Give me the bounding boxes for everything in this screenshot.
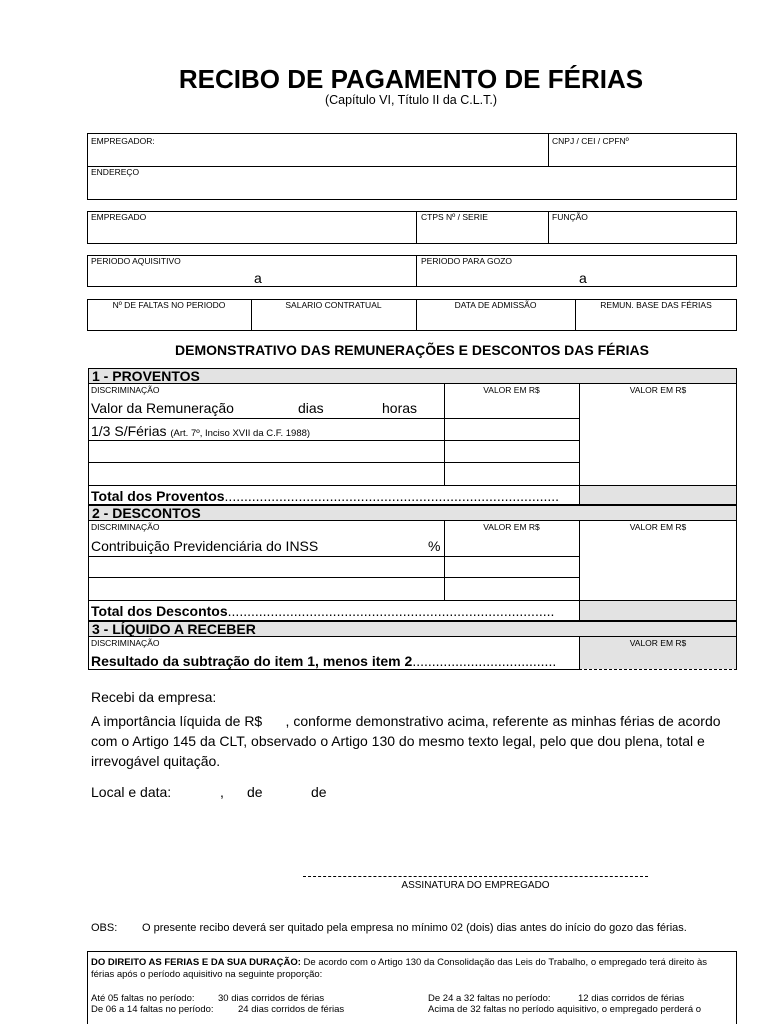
descontos-discriminacao: DISCRIMINAÇÃO (91, 522, 160, 532)
total-descontos (91, 603, 554, 619)
proventos-heading: 1 - PROVENTOS (88, 368, 737, 384)
direito-text: De acordo com o Artigo 130 da Consolidação das Leis do Trabalho, o empregado terá direito às férias após o período aquisitivo na seguinte proporção: (91, 957, 708, 980)
obs-text: O presente recibo deverá ser quitado pela empresa no mínimo 02 (dois) dias antes do início do gozo das férias. (142, 922, 687, 934)
dias-label: dias (298, 400, 324, 416)
signature-line (303, 876, 648, 877)
funcao-label: FUNÇÃO (552, 212, 588, 222)
cnpj-label: CNPJ / CEI / CPFNº (552, 136, 629, 146)
admissao-label: DATA DE ADMISSÃO (454, 300, 537, 310)
faltas-label: Nº DE FALTAS NO PERIODO (112, 300, 226, 310)
total-descontos-dots: .................................................................................... (227, 603, 555, 619)
salario-label: SALARIO CONTRATUAL (285, 300, 382, 310)
receipt-paragraph: A importância líquida de R$ , conforme demonstrativo acima, referente as minhas férias de acordo com o Artigo 145 da CLT, observado o Artigo 130 do mesmo texto legal, pelo que dou plena, total e irrevogável quitação. (91, 713, 725, 769)
direito-r2: Acima de 32 faltas no período aquisitivo, o empregado perderá o (428, 1004, 702, 1015)
recebi-label: Recebi da empresa: (91, 689, 217, 705)
total-proventos-label: Total dos Proventos (91, 488, 225, 504)
resultado (91, 653, 556, 669)
local-data-label: Local e data: (91, 784, 172, 800)
direito-l2a: De 06 a 14 faltas no período: (91, 1004, 214, 1015)
direito-bold: DO DIREITO AS FERIAS E DA SUA DURAÇÃO: (91, 957, 301, 968)
terco-ferias-note: (Art. 7º, Inciso XVII da C.F. 1988) (170, 428, 311, 439)
descontos-heading: 2 - DESCONTOS (88, 505, 737, 521)
liquido-discriminacao: DISCRIMINAÇÃO (91, 638, 160, 648)
demonstrativo-title: DEMONSTRATIVO DAS REMUNERAÇÕES E DESCONTOS DAS FÉRIAS (175, 342, 649, 358)
obs-label: OBS: (91, 922, 118, 934)
resultado-label: Resultado da subtração do item 1, menos item 2 (91, 653, 413, 669)
remun-label: REMUN. BASE DAS FÉRIAS (600, 300, 712, 310)
signature-label: ASSINATURA DO EMPREGADO (401, 880, 550, 891)
empregador-label: EMPREGADOR: (91, 136, 155, 146)
total-proventos-dots: ...................................................................................... (224, 488, 560, 504)
empregado-label: EMPREGADO (91, 212, 147, 222)
de-2: de (311, 784, 327, 800)
terco-ferias-text: 1/3 S/Férias (91, 423, 167, 439)
resultado-dots: ..................................... (412, 653, 557, 669)
proventos-discriminacao: DISCRIMINAÇÃO (91, 385, 160, 395)
direito-l1a: Até 05 faltas no período: (91, 993, 195, 1004)
descontos-valor1: VALOR EM R$ (483, 522, 540, 532)
periodo-aquisitivo-a: a (254, 270, 262, 286)
descontos-valor2: VALOR EM R$ (629, 522, 687, 532)
ctps-label: CTPS Nº / SERIE (421, 212, 488, 222)
local-comma: , (220, 784, 224, 800)
total-descontos-label: Total dos Descontos (91, 603, 228, 619)
liquido-valor: VALOR EM R$ (629, 638, 687, 648)
periodo-gozo-a: a (579, 270, 587, 286)
direito-paragraph (91, 957, 731, 980)
periodo-aquisitivo-label: PERIODO AQUISITIVO (91, 256, 181, 266)
proventos-valor2: VALOR EM R$ (629, 385, 687, 395)
endereco-label: ENDEREÇO (91, 167, 140, 177)
liquido-heading: 3 - LÍQUIDO A RECEBER (88, 621, 737, 637)
total-proventos (91, 488, 559, 504)
valor-remuneracao-label: Valor da Remuneração (91, 400, 234, 416)
de-1: de (247, 784, 263, 800)
inss-label: Contribuição Previdenciária do INSS (91, 538, 319, 554)
document-title: RECIBO DE PAGAMENTO DE FÉRIAS (178, 64, 644, 94)
terco-ferias-label (91, 423, 310, 439)
periods-box (87, 255, 737, 287)
direito-r1a: De 24 a 32 faltas no período: (428, 993, 551, 1004)
direito-l2b: 24 dias corridos de férias (238, 1004, 345, 1015)
employee-box (87, 211, 737, 244)
document-subtitle: (Capítulo VI, Título II da C.L.T.) (324, 93, 498, 107)
proventos-valor1: VALOR EM R$ (483, 385, 540, 395)
direito-l1b: 30 dias corridos de férias (218, 993, 325, 1004)
inss-percent: % (428, 538, 441, 554)
horas-label: horas (382, 400, 418, 416)
periodo-gozo-label: PERIODO PARA GOZO (421, 256, 512, 266)
direito-r1b: 12 dias corridos de férias (578, 993, 685, 1004)
